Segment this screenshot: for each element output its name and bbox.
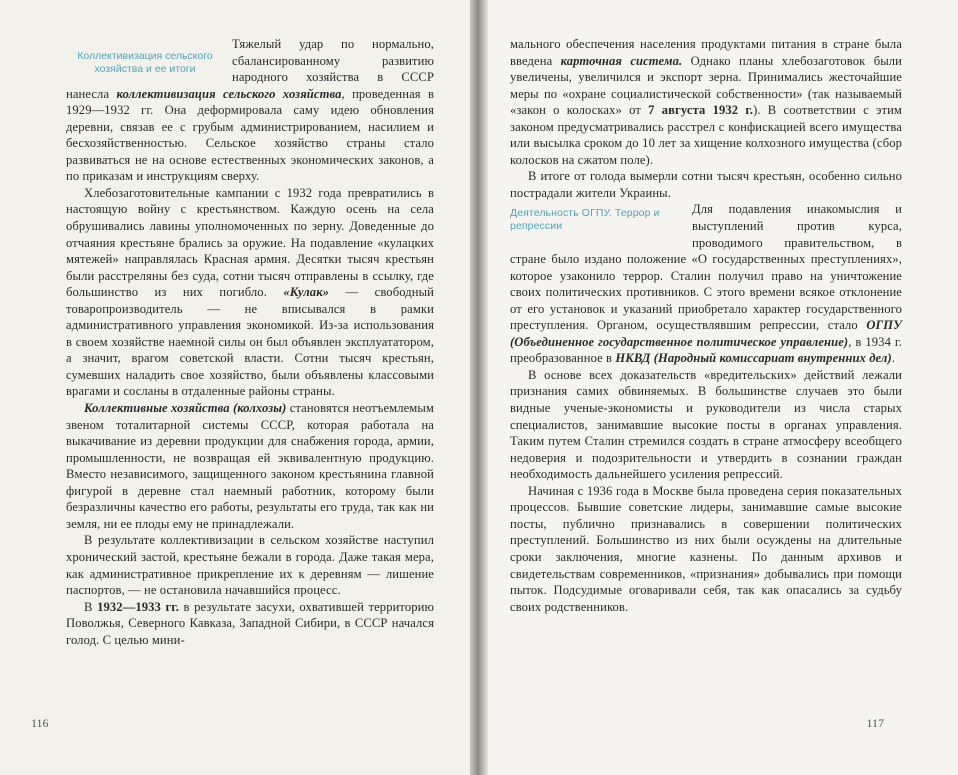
paragraph: В результате коллективизации в сельском хозяйстве наступил хронический застой, крестьяне бежали в города. Даже такая мера, как административное прикрепление их к деревням — лишение паспортов, — не остановила начавшийся процесс. (66, 533, 434, 598)
term-august-7-1932: 7 августа 1932 г. (648, 103, 754, 118)
paragraph: Коллективные хозяйства (колхозы) становятся неотъемлемым звеном тоталитарной системы СССР, которая работала на выкачивание из деревни продукции для снабжения города, армии, промышленности, не возвращая ей эквивалентную продукцию. Вместо независимого, защищенного законом крестьянина главной фигурой в деревне стал наемный работник, которому были безразличны качество его работы, результаты его труда, так как ни земля, ни ее плоды ему не принадлежали. (66, 401, 435, 531)
term-kolkhozy: Коллективные хозяйства (колхозы) (84, 401, 287, 416)
term-kulak: «Кулак» (283, 285, 330, 300)
term-card-system: карточная система. (560, 53, 683, 68)
term-nkvd: НКВД (Народный комиссариат внутренних дел) (615, 351, 892, 366)
term-collectivization: коллективизация сельского хозяйства (116, 86, 342, 101)
left-page-text (66, 36, 434, 648)
page-number-left: 116 (31, 716, 49, 730)
right-page-text (510, 36, 902, 615)
left-page (0, 0, 470, 775)
page-number-right: 117 (866, 716, 884, 730)
margin-note-ogpu: Деятельность ОГПУ. Террор и репрессии (510, 207, 660, 232)
paragraph: Тяжелый удар по нормально, сбалансированному развитию народного хозяйства в СССР нанесла коллективизация сельского хозяйства, проведенная в 1929—1932 гг. Она деформировала саму идею обновления деревни, связав ее с грубым администрированием, насилием и бесхозяйственностью. Сельское хозяйство страны стало развиваться не на основе естественных экономических законов, а по приказам и инструкциям сверху. (66, 37, 435, 184)
paragraph: В итоге от голода вымерли сотни тысяч крестьян, особенно сильно пострадали жители Украины. (510, 169, 902, 200)
paragraph: В основе всех доказательств «вредительских» действий лежали признания самих обвиняемых. В большинстве случаев это были видные ученые-экономисты и руководители из числа старых специалистов, занимавшие высокие посты в органах управления. Таким путем Сталин стремился создать в стране атмосферу всеобщего недоверия и подозрительности и утвердить в сознании граждан необходимость дальнейшего усиления репрессий. (510, 367, 902, 482)
paragraph: Для подавления инакомыслия и выступлений против курса, проводимого правительством, в стране было издано положение «О государственных преступлениях», которое узаконило террор. Сталин получил право на уничтожение своих политических противников. С этого времени всякое отклонение от его установок и указаний приобретало характер государственного преступления. Органом, осуществлявшим репрессии, стало ОГПУ (Объединенное государственное политическое управление), в 1934 г. преобразованное в НКВД (Народный комиссариат внутренних дел). (510, 202, 902, 366)
margin-note-collectivization: Коллективизация сельского хозяйства и ее итоги (77, 50, 213, 75)
term-1932-1933: 1932—1933 гг. (97, 599, 179, 614)
paragraph: В 1932—1933 гг. в результате засухи, охватившей территорию Поволжья, Северного Кавказа, Западной Сибири, в СССР начался голод. С целью мини- (66, 599, 435, 647)
term-ogpu: ОГПУ (Объединенное государственное политическое управление) (510, 318, 902, 349)
book-gutter (470, 0, 488, 775)
paragraph: Начиная с 1936 года в Москве была проведена серия показательных процессов. Бывшие советские лидеры, занимавшие самые высокие посты, публично признавались в совершении политических преступлений. Большинство из них были осуждены на длительные сроки заключения, многие казнены. По данным архивов и свидетельствам современников, «признания» добывались при помощи пыток. Подсудимые оговаривали себя, так как опасались за судьбу своих родственников. (510, 483, 902, 614)
right-page (488, 0, 958, 775)
paragraph: Хлебозаготовительные кампании с 1932 года превратились в настоящую войну с крестьянством. Каждую осень на села обрушивались лавины уполномоченных по зерну. Доведенные до отчаяния крестьяне брались за оружие. На подавление «кулацких мятежей» направлялась Красная армия. Десятки тысяч крестьян были расстреляны без суда, сотни тысяч отправлены в ссылку, где большинство из них погибло. «Кулак» — свободный товаропроизводитель — не вписывался в рамки административного управления экономикой. Из-за использования в своем хозяйстве наемной силы он был объявлен эксплуататором, а значит, врагом советской власти. Сотни тысяч крестьян, сумевших наладить свое хозяйство, были объявлены классовыми врагами и сосланы в отдаленные районы страны. (66, 185, 434, 399)
paragraph: мального обеспечения населения продуктами питания в стране была введена карточная система. Однако планы хлебозаготовок были увеличены, увеличился и экспорт зерна. Принимались жесточайшие меры по «охране социалистической собственности» (так называемый «закон о колосках» от 7 августа 1932 г.). В соответствии с этим законом предусматривались расстрел с конфискацией всего имущества или высылка сроком до 10 лет за хищение колхозного имущества (сбор колосков на сжатом поле). (510, 37, 903, 167)
